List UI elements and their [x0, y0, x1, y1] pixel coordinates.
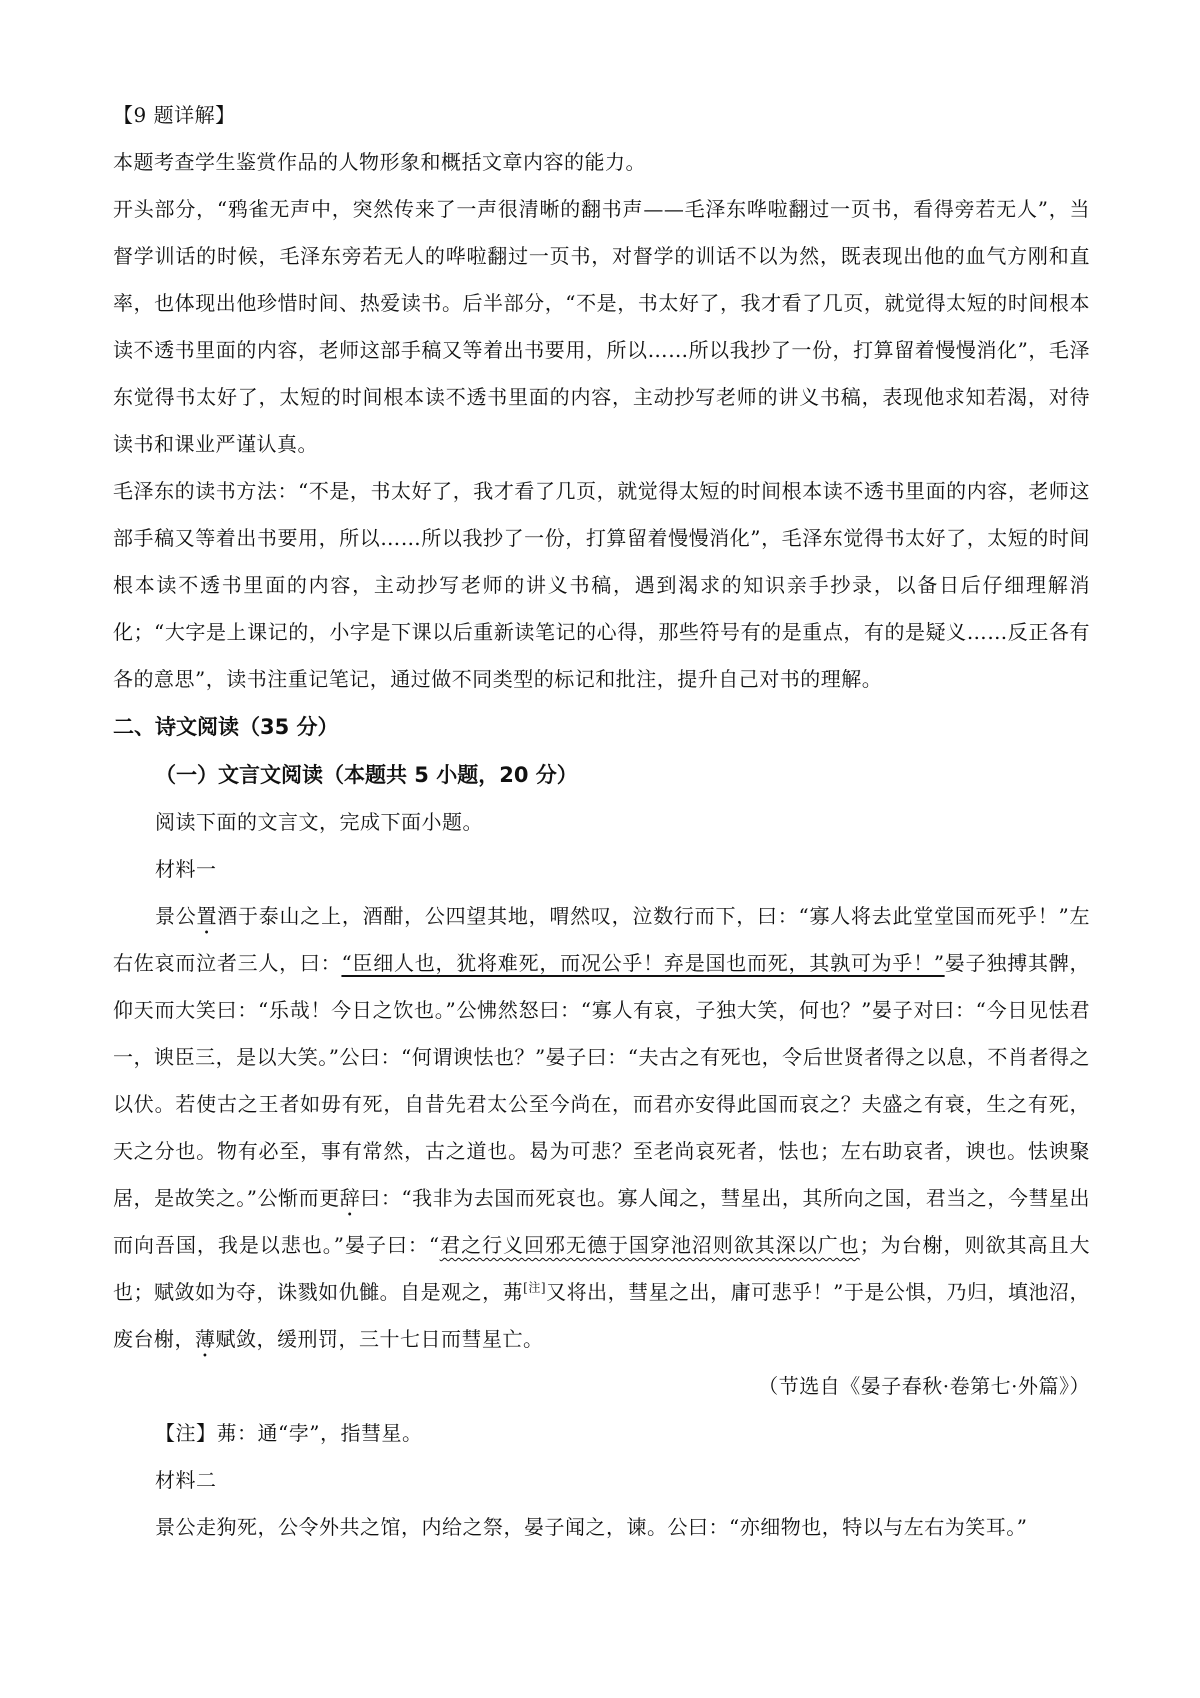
m1-seg: ；为台榭，则欲其高且大也；赋敛如为夺，诛戮如仇雠。自是观之，茀 — [113, 1233, 1091, 1304]
m1-seg: 晏子独搏其髀，仰天而大笑曰：“乐哉！今日之饮也。”公怫然怒曰：“寡人有哀，子独大笑，何也？”晏子对曰：“今日见怯君一，谀臣三，是以大笑。”公曰：“何谓谀怯也？”晏子曰：“夫古之有死也，令后世贤者得之以息，不肖者得之以伏。若使古之王者如毋有死，自昔先君太公至今尚在，而君亦安得此国而哀之？夫盛之有衰，生之有死，天之分也。物有必至，事有常然，古之道也。曷为可悲？至老尚哀死者，怯也；左右助哀者，谀也。怯谀聚居，是故笑之。”公惭而更 — [113, 951, 1091, 1210]
section-title: 二、诗文阅读（35 分） — [113, 715, 339, 739]
m1-seg: 景公 — [155, 904, 197, 928]
material-1-label: 材料一 — [155, 857, 217, 881]
m1-seg: 曰：“我非为去国而死哀也。寡人闻之，彗星出，其所向之国，君当之，今彗星出而向吾国，我是以悲也。”晏子曰：“ — [113, 1186, 1090, 1257]
m1-dotted-word: 薄 — [195, 1327, 216, 1351]
q9-paragraph-2: 开头部分，“鸦雀无声中，突然传来了一声很清晰的翻书声——毛泽东哗啦翻过一页书，看得旁若无人”，当督学训话的时候，毛泽东旁若无人的哗啦翻过一页书，对督学的训话不以为然，既表现出他的血气方刚和直率，也体现出他珍惜时间、热爱读书。后半部分，“不是，书太好了，我才看了几页，就觉得太短的时间根本读不透书里面的内容，老师这部手稿又等着出书要用，所以……所以我抄了一份，打算留着慢慢消化”，毛泽东觉得书太好了，太短的时间根本读不透书里面的内容，主动抄写老师的讲义书稿，表现他求知若渴，对待读书和课业严谨认真。 — [113, 197, 1090, 456]
subsection-title: （一）文言文阅读（本题共 5 小题，20 分） — [155, 763, 578, 787]
q9-heading: 【9 题详解】 — [113, 103, 236, 127]
m1-seg: 又将出，彗星之出，庸可悲乎！”于是公惧，乃归，填池沼，废台榭， — [113, 1280, 1091, 1351]
footnote: 【注】茀：通“孛”，指彗星。 — [155, 1421, 423, 1445]
m1-dotted-word: 置 — [196, 904, 218, 928]
source-citation: （节选自《晏子春秋·卷第七·外篇》） — [758, 1374, 1090, 1398]
instruction-text: 阅读下面的文言文，完成下面小题。 — [155, 810, 483, 834]
q9-paragraph-1: 本题考查学生鉴赏作品的人物形象和概括文章内容的能力。 — [113, 150, 646, 174]
m1-seg: 酒于泰山之上，酒酣，公四望其地，喟然叹，泣数行而下，曰：“寡人将去此堂堂国而死乎！”左右佐哀而泣者三人，曰： — [113, 904, 1091, 975]
material-2-label: 材料二 — [155, 1468, 217, 1492]
m1-wavy-underlined-sentence: 君之行义回邪无德于国穿池沼则欲其深以广也 — [439, 1233, 860, 1257]
m1-dotted-word: 辞 — [339, 1186, 361, 1210]
m1-seg: 赋敛，缓刑罚，三十七日而彗星亡。 — [215, 1327, 544, 1351]
q9-paragraph-3: 毛泽东的读书方法：“不是，书太好了，我才看了几页，就觉得太短的时间根本读不透书里面的内容，老师这部手稿又等着出书要用，所以……所以我抄了一份，打算留着慢慢消化”，毛泽东觉得书太好了，太短的时间根本读不透书里面的内容，主动抄写老师的讲义书稿，遇到渴求的知识亲手抄录，以备日后仔细理解消化；“大字是上课记的，小字是下课以后重新读笔记的心得，那些符号有的是重点，有的是疑义……反正各有各的意思”，读书注重记笔记，通过做不同类型的标记和批注，提升自己对书的理解。 — [113, 479, 1090, 691]
material-2-text: 景公走狗死，公令外共之馆，内给之祭，晏子闻之，谏。公曰：“亦细物也，特以与左右为笑耳。” — [155, 1515, 1028, 1539]
note-marker: [注] — [523, 1280, 547, 1295]
m1-underlined-sentence: “臣细人也，犹将难死，而况公乎！弃是国也而死，其孰可为乎！” — [341, 951, 945, 975]
material-1-text — [113, 893, 1090, 1363]
